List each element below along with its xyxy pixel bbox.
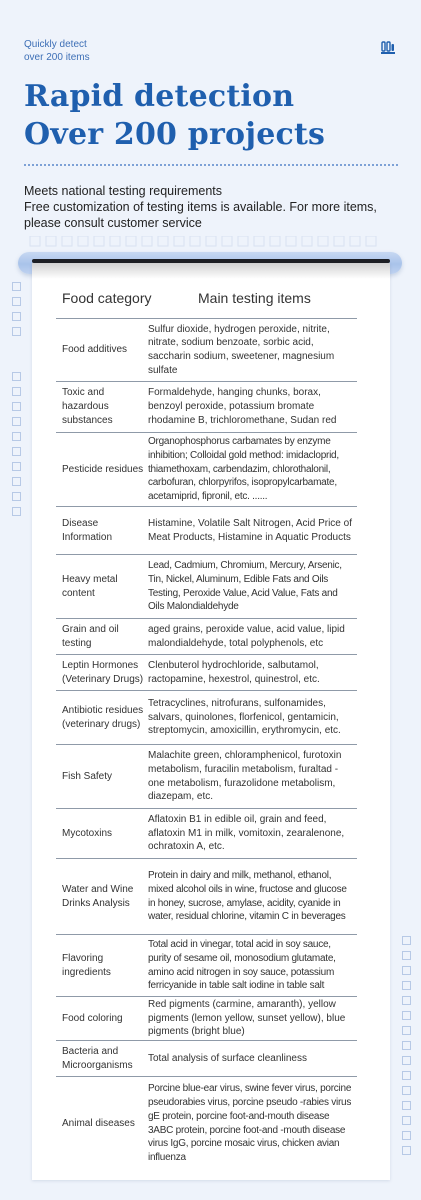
roller-bar — [32, 259, 390, 263]
items-cell: Malachite green, chloramphenicol, furotoxin metabolism, furacilin metabolism, furaltad -one metabolism, furazolidone metabolism, diazepam, etc. — [148, 750, 342, 803]
decorative-squares-left-mid — [12, 372, 21, 522]
table-row — [56, 996, 357, 1040]
category-cell: Leptin Hormones (Veterinary Drugs) — [62, 659, 144, 685]
description — [24, 183, 402, 231]
table-row — [56, 432, 357, 506]
description-line: Meets national testing requirements — [24, 184, 223, 198]
category-cell: Flavoring ingredients — [62, 952, 111, 978]
items-cell: Formaldehyde, hanging chunks, borax, benzoyl peroxide, potassium bromate rhodamine B, trichloromethane, Sudan red — [148, 387, 337, 426]
items-cell: Histamine, Volatile Salt Nitrogen, Acid Price of Meat Products, Histamine in Aquatic Products — [148, 517, 352, 543]
category-cell: Grain and oil testing — [62, 623, 119, 649]
category-cell: Antibiotic residues (veterinary drugs) — [62, 704, 144, 730]
table-row — [56, 690, 357, 744]
items-cell: Protein in dairy and milk, methanol, ethanol, mixed alcohol oils in wine, fructose and glucose in honey, sucrose, amylase, acidity, cyanide in water, residual chlorine, vitamin C in beverages — [148, 870, 347, 923]
items-cell: Total analysis of surface cleanliness — [148, 1052, 307, 1064]
table-row — [56, 858, 357, 934]
test-tube-rack-icon — [380, 40, 396, 56]
table-row — [56, 934, 357, 996]
items-cell: aged grains, peroxide value, acid value, lipid malondialdehyde, total polyphenols, etc — [148, 623, 345, 649]
table-row — [56, 618, 357, 654]
category-cell: Toxic and hazardous substances — [62, 387, 113, 426]
category-cell: Heavy metal content — [62, 573, 118, 599]
tagline — [24, 38, 90, 64]
divider — [24, 164, 398, 166]
table-row — [56, 506, 357, 554]
category-cell: Bacteria and Microorganisms — [62, 1045, 133, 1071]
table-row — [56, 1076, 357, 1170]
decorative-squares-left-top — [12, 282, 21, 342]
description-line: please consult customer service — [24, 216, 202, 230]
items-cell: Porcine blue-ear virus, swine fever virus, porcine pseudorabies virus, porcine pseudo -rabies virus gE protein, porcine foot-and-mouth disease 3ABC protein, porcine foot-and -mouth disease virus IgG, porcine mosaic virus, chicken avian influenza — [148, 1083, 352, 1163]
category-cell: Pesticide residues — [62, 463, 144, 475]
table-row — [56, 554, 357, 618]
table-row — [56, 808, 357, 858]
items-cell: Red pigments (carmine, amaranth), yellow pigments (lemon yellow, sunset yellow), blue pigments (bright blue) — [148, 998, 346, 1038]
category-cell: Mycotoxins — [62, 827, 113, 839]
title-line: Rapid detection — [24, 79, 295, 114]
table-row — [56, 381, 357, 432]
tagline-line: Quickly detect — [24, 39, 87, 50]
items-cell: Lead, Cadmium, Chromium, Mercury, Arsenic, Tin, Nickel, Aluminum, Edible Fats and Oils Testing, Peroxide Value, Acid Value, Fats and Oils Malondialdehyde — [148, 560, 342, 613]
category-cell: Food additives — [62, 344, 128, 356]
items-cell: Clenbuterol hydrochloride, salbutamol, ractopamine, hexestrol, quinestrol, etc. — [148, 659, 320, 685]
category-cell: Fish Safety — [62, 770, 113, 782]
header-items: Main testing items — [198, 290, 311, 306]
category-cell: Water and Wine Drinks Analysis — [62, 883, 134, 909]
description-line: Free customization of testing items is available. For more items, — [24, 200, 377, 214]
table-row — [56, 654, 357, 690]
header-category: Food category — [62, 290, 152, 306]
items-cell: Aflatoxin B1 in edible oil, grain and feed, aflatoxin M1 in milk, vomitoxin, zearalenone, ochratoxin A, etc. — [148, 813, 345, 853]
category-cell: Food coloring — [62, 1012, 123, 1024]
items-cell: Total acid in vinegar, total acid in soy sauce, purity of sesame oil, monosodium glutamate, amino acid nitrogen in soy sauce, potassium ferricyanide in table salt iodine in table salt — [148, 939, 336, 992]
table-row — [56, 744, 357, 808]
category-cell: Disease Information — [62, 517, 113, 543]
items-cell: Sulfur dioxide, hydrogen peroxide, nitrite, nitrate, sodium benzoate, sorbic acid, saccharin sodium, sweetener, magnesium sulfate — [148, 323, 335, 376]
decorative-squares-right — [402, 936, 411, 1161]
tagline-line: over 200 items — [24, 52, 90, 63]
title-line: Over 200 projects — [24, 117, 326, 152]
table-row — [56, 1040, 357, 1076]
items-cell: Organophosphorus carbamates by enzyme inhibition; Colloidal gold method: imidacloprid, thiamethoxam, carbendazim, chlorothalonil, carbofuran, chlorpyrifos, isopropylcarbamate, acetamiprid, fipronil, etc. ...... — [148, 436, 339, 503]
table-row — [56, 318, 357, 381]
items-cell: Tetracyclines, nitrofurans, sulfonamides, salvars, quinolones, florfenicol, gentamicin, streptomycin, amoxicillin, erythromycin, etc. — [148, 697, 341, 737]
sheet-shadow — [32, 263, 390, 279]
category-cell: Animal diseases — [62, 1117, 135, 1129]
page-title — [24, 78, 325, 154]
